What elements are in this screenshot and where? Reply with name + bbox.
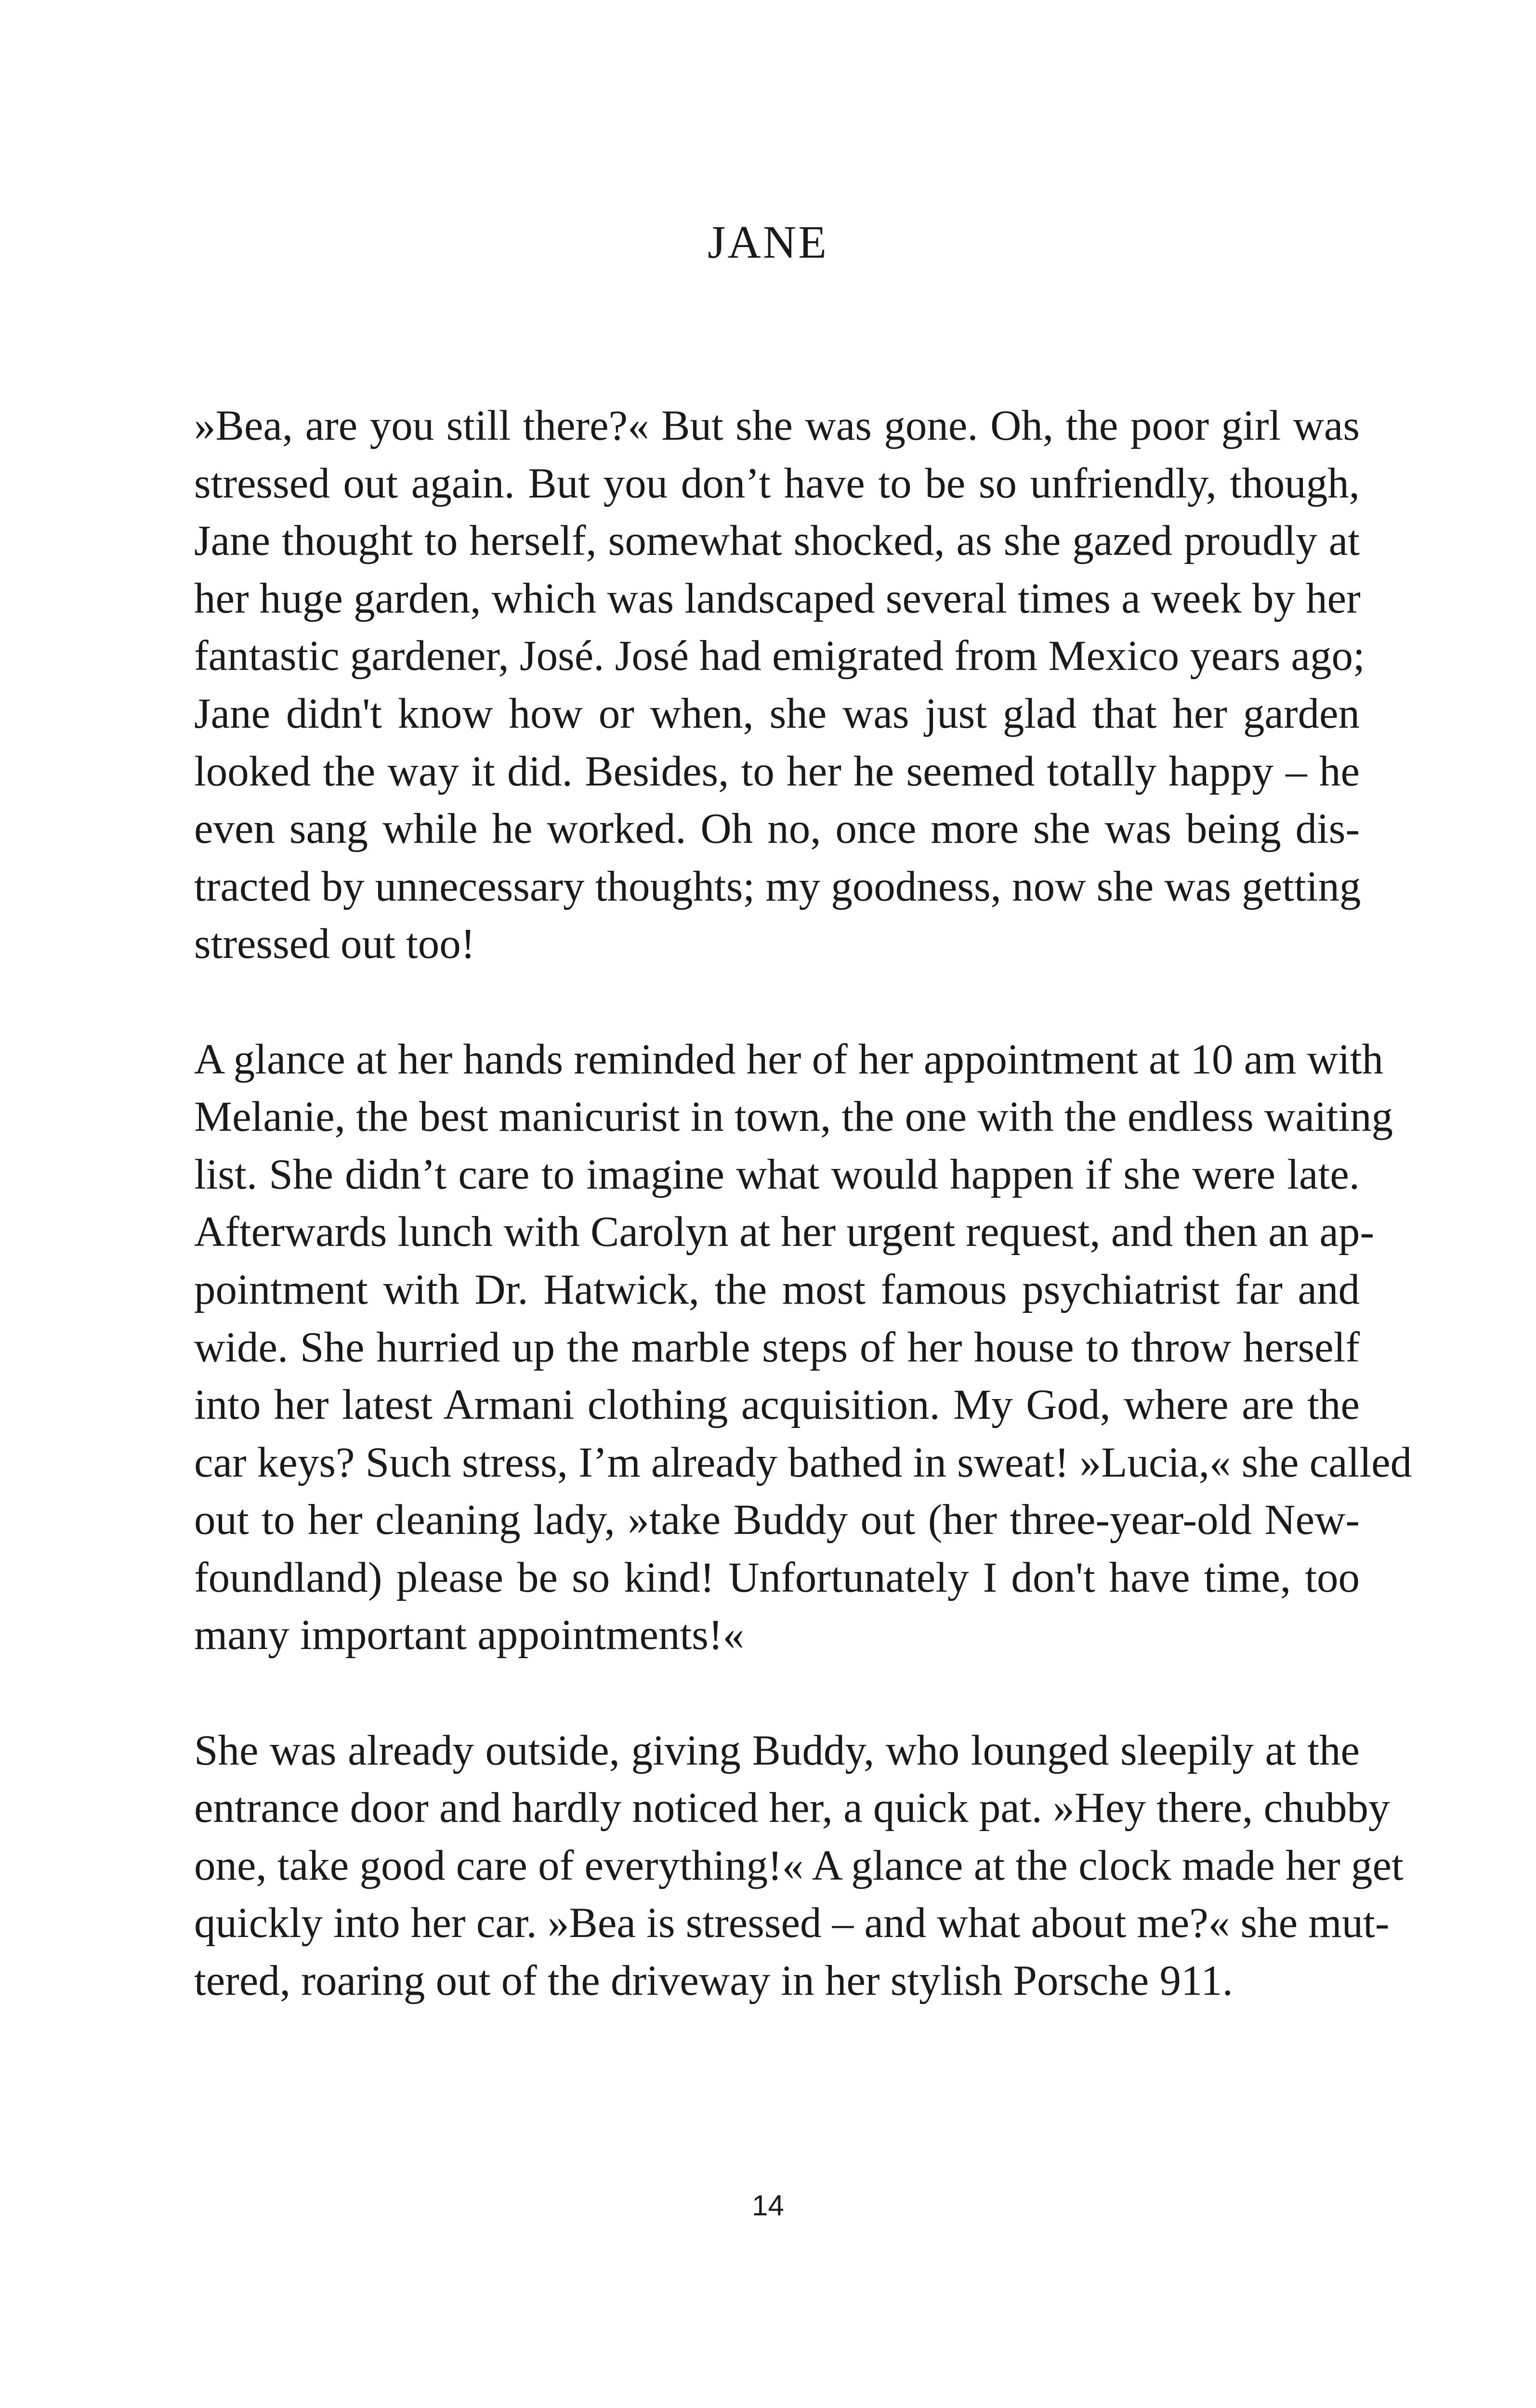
text-line: Jane thought to herself, somewhat shocked, as she gazed proudly at [194,517,1360,565]
text-line: tracted by unnecessary thoughts; my goodness, now she was getting [194,863,1361,910]
text-line: quickly into her car. »Bea is stressed – and what about me?« she mut- [194,1899,1390,1947]
text-line: Afterwards lunch with Carolyn at her urgent request, and then an ap- [194,1208,1375,1256]
text-line: wide. She hurried up the marble steps of her house to throw herself [194,1323,1360,1371]
paragraph-spacer [194,973,1360,1031]
text-line: foundland) please be so kind! Unfortunately I don't have time, too [194,1554,1360,1601]
text-line: looked the way it did. Besides, to her he seemed totally happy – he [194,747,1360,795]
text-line: Melanie, the best manicurist in town, the one with the endless waiting [194,1093,1393,1141]
paragraph-spacer [194,1664,1360,1722]
text-line: car keys? Such stress, I’m already bathed in sweat! »Lucia,« she called [194,1439,1412,1486]
paragraph-2 [194,1031,1412,1665]
text-line: her huge garden, which was landscaped several times a week by her [194,575,1361,622]
text-line: A glance at her hands reminded her of her appointment at 10 am with [194,1035,1383,1083]
text-line: many important appointments!« [194,1611,744,1659]
body-text [194,397,1412,2010]
paragraph-1 [194,397,1365,973]
text-line: Jane didn't know how or when, she was just glad that her garden [194,690,1360,737]
text-line: tered, roaring out of the driveway in her stylish Porsche 911. [194,1957,1233,2005]
text-line: one, take good care of everything!« A glance at the clock made her get [194,1842,1404,1889]
text-line: stressed out again. But you don’t have to be so unfriendly, though, [194,459,1360,507]
text-line: list. She didn’t care to imagine what would happen if she were late. [194,1151,1360,1198]
text-line: out to her cleaning lady, »take Buddy out (her three-year-old New- [194,1496,1360,1544]
text-line: even sang while he worked. Oh no, once more she was being dis- [194,805,1360,853]
paragraph-3 [194,1722,1404,2010]
text-line: entrance door and hardly noticed her, a quick pat. »Hey there, chubby [194,1784,1390,1832]
text-line: into her latest Armani clothing acquisition. My God, where are the [194,1381,1360,1429]
text-line: »Bea, are you still there?« But she was gone. Oh, the poor girl was [194,402,1360,449]
text-line: stressed out too! [194,920,475,968]
page-number: 14 [752,2189,784,2222]
text-line: She was already outside, giving Buddy, who lounged sleepily at the [194,1727,1360,1774]
chapter-title: JANE [708,216,828,268]
text-line: fantastic gardener, José. José had emigrated from Mexico years ago; [194,632,1365,680]
text-line: pointment with Dr. Hatwick, the most famous psychiatrist far and [194,1266,1360,1313]
